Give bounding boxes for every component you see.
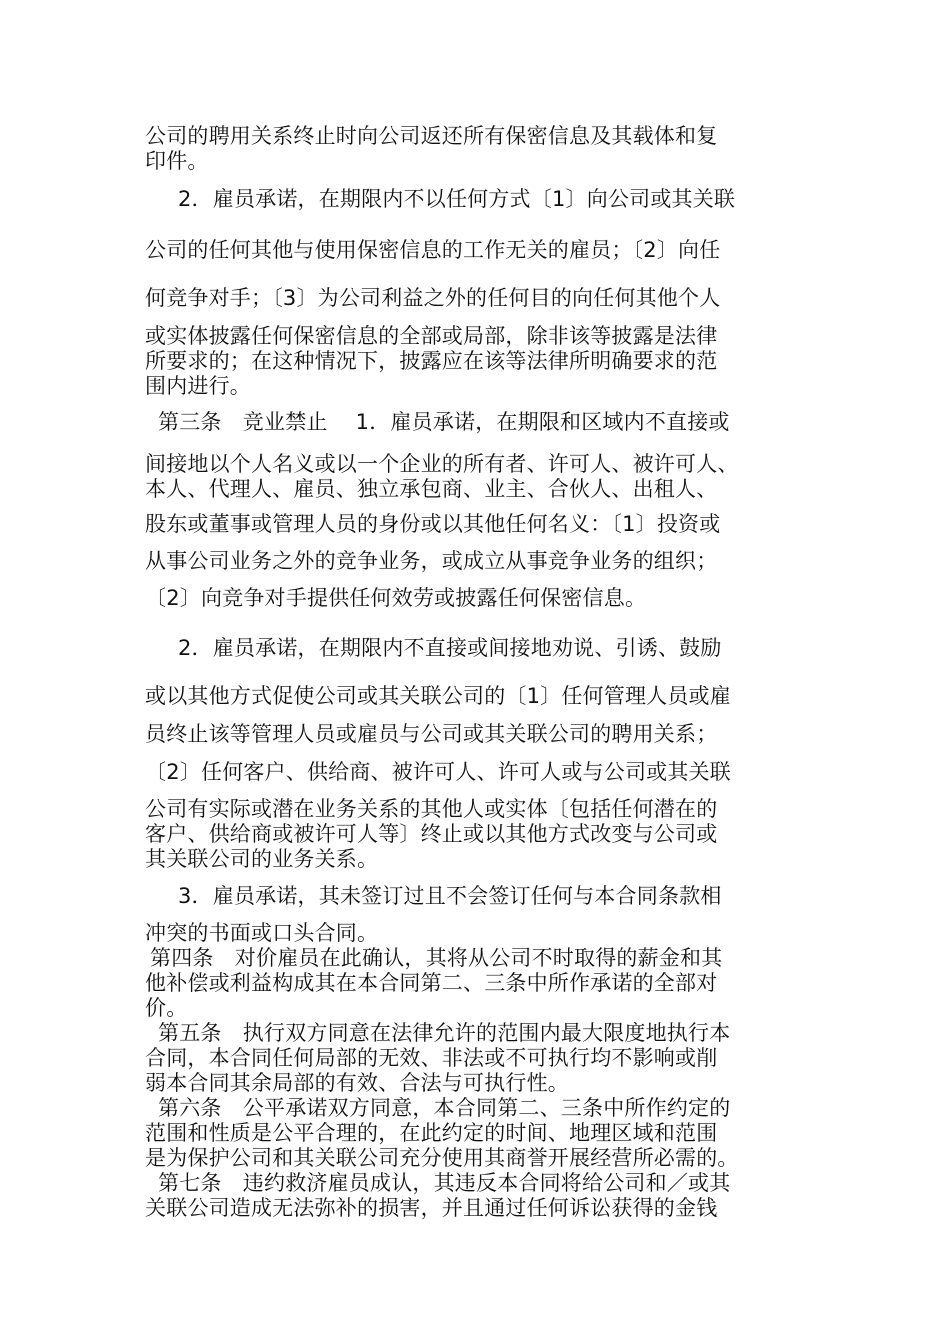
text-line: 3．雇员承诺，其未签订过且不会签订任何与本合同条款相 [178,884,722,908]
text-line: 或实体披露任何保密信息的全部或局部，除非该等披露是法律 [145,324,718,348]
text-line: 价。 [145,996,188,1020]
text-line: 〔2〕任何客户、供给商、被许可人、许可人或与公司或其关联 [145,760,731,784]
text-line: 公司有实际或潜在业务关系的其他人或实体〔包括任何潜在的 [145,797,718,821]
text-line: 围内进行。 [145,374,251,398]
text-line: 其关联公司的业务关系。 [145,847,379,871]
text-line: 第六条 公平承诺双方同意，本合同第二、三条中所作约定的 [158,1096,731,1120]
text-line: 第三条 竞业禁止 1．雇员承诺，在期限和区域内不直接或 [158,410,730,434]
text-line: 第五条 执行双方同意在法律允许的范围内最大限度地执行本 [158,1021,731,1045]
text-line: 关联公司造成无法弥补的损害，并且通过任何诉讼获得的金钱 [145,1196,718,1220]
text-line: 间接地以个人名义或以一个企业的所有者、许可人、被许可人、 [145,452,739,476]
text-line: 所要求的；在这种情况下，披露应在该等法律所明确要求的范 [145,349,718,373]
text-line: 客户、供给商或被许可人等〕终止或以其他方式改变与公司或 [145,822,718,846]
text-line: 〔2〕向竞争对手提供任何效劳或披露任何保密信息。 [145,586,647,610]
text-line: 范围和性质是公平合理的，在此约定的时间、地理区域和范围 [145,1121,718,1145]
text-line: 本人、代理人、雇员、独立承包商、业主、合伙人、出租人、 [145,477,718,501]
text-line: 公司的聘用关系终止时向公司返还所有保密信息及其载体和复 [145,124,718,148]
text-line: 2．雇员承诺，在期限内不以任何方式〔1〕向公司或其关联 [178,187,736,211]
text-line: 2．雇员承诺，在期限内不直接或间接地劝说、引诱、鼓励 [178,636,722,660]
text-line: 是为保护公司和其关联公司充分使用其商誉开展经营所必需的。 [145,1146,739,1170]
text-line: 公司的任何其他与使用保密信息的工作无关的雇员；〔2〕向任 [145,238,721,262]
text-line: 何竞争对手；〔3〕为公司利益之外的任何目的向任何其他个人 [145,286,721,310]
text-line: 员终止该等管理人员或雇员与公司或其关联公司的聘用关系； [145,722,718,746]
text-line: 或以其他方式促使公司或其关联公司的〔1〕任何管理人员或雇 [145,684,731,708]
text-line: 从事公司业务之外的竞争业务，或成立从事竞争业务的组织； [145,549,718,573]
text-line: 印件。 [145,149,209,173]
text-line: 冲突的书面或口头合同。 [145,921,379,945]
text-line: 第四条 对价雇员在此确认，其将从公司不时取得的薪金和其 [150,946,723,970]
text-line: 第七条 违约救济雇员成认，其违反本合同将给公司和／或其 [158,1171,731,1195]
text-line: 他补偿或利益构成其在本合同第二、三条中所作承诺的全部对 [145,971,718,995]
text-line: 弱本合同其余局部的有效、合法与可执行性。 [145,1071,569,1095]
text-line: 股东或董事或管理人员的身份或以其他任何名义：〔1〕投资或 [145,512,721,536]
text-line: 合同，本合同任何局部的无效、非法或不可执行均不影响或削 [145,1046,718,1070]
